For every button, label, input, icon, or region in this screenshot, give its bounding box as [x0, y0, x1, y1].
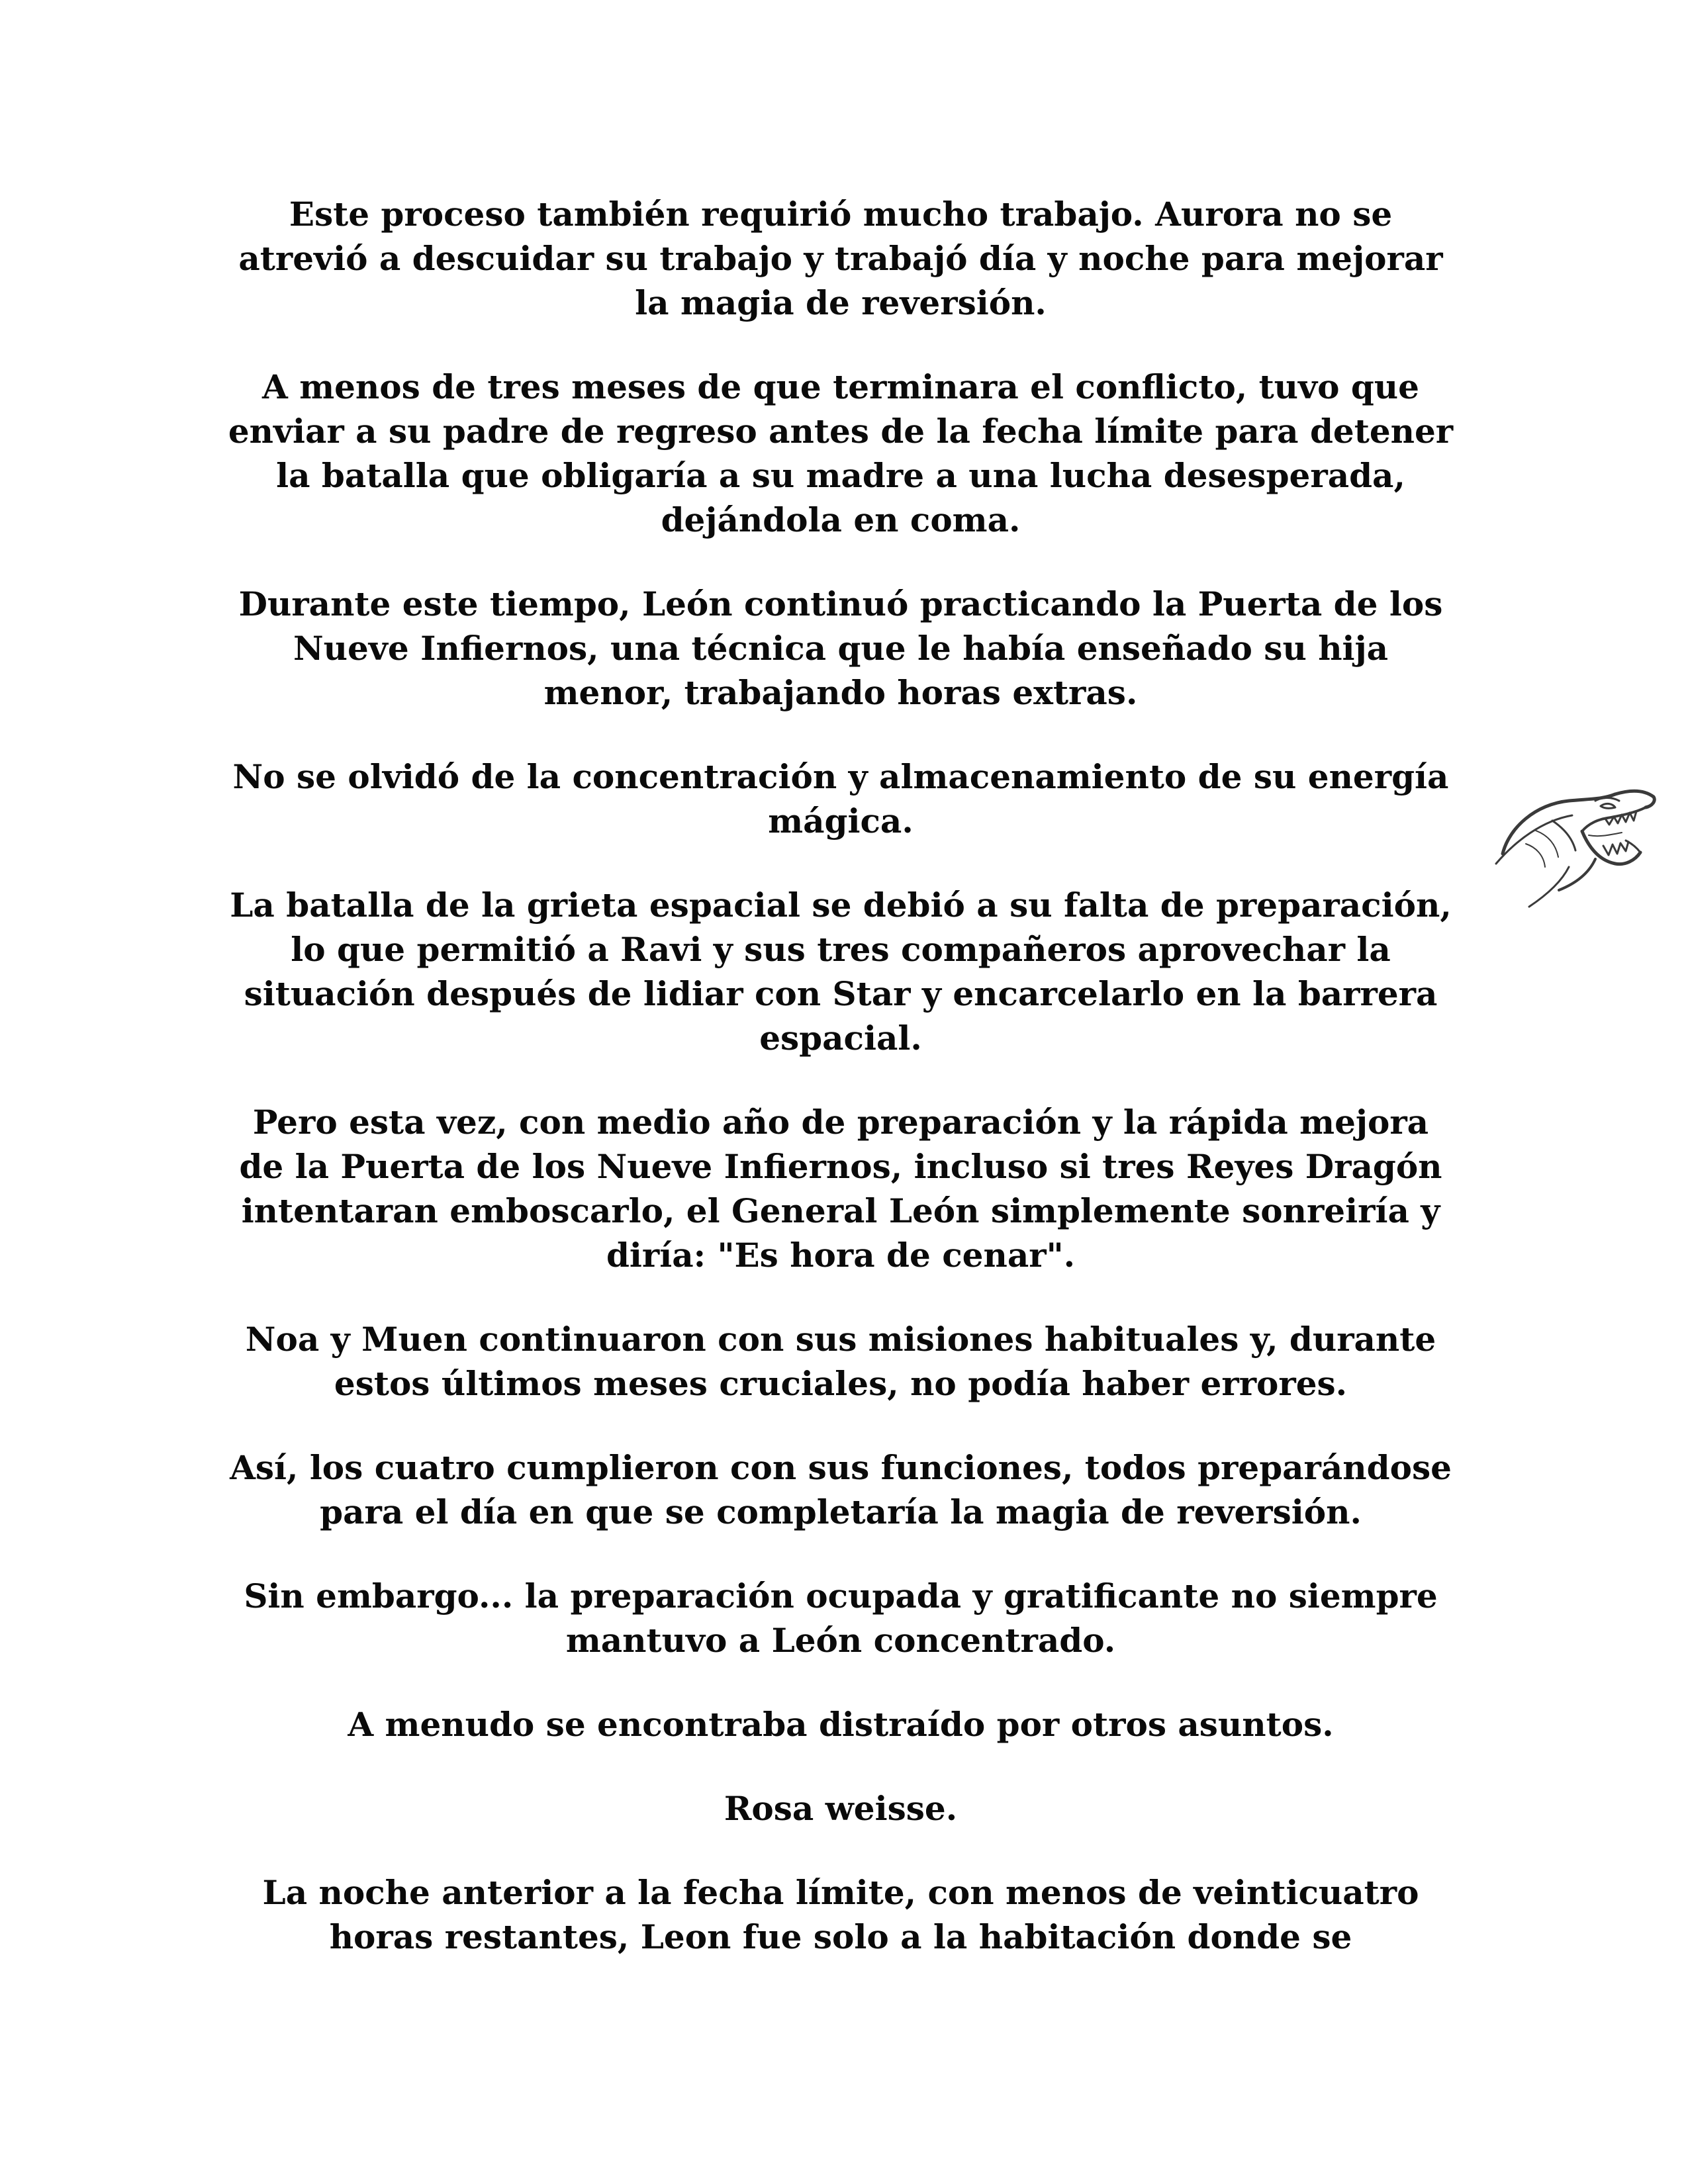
dinosaur-head-icon	[1489, 774, 1662, 927]
paragraph: Así, los cuatro cumplieron con sus funciones, todos preparándose para el día en que se completaría la magia de reversión.	[230, 1448, 1452, 1531]
paragraph: Sin embargo... la preparación ocupada y gratificante no siempre mantuvo a León concentrado.	[244, 1576, 1438, 1660]
paragraph: Rosa weisse.	[724, 1789, 958, 1828]
paragraph: Noa y Muen continuaron con sus misiones habituales y, durante estos últimos meses cruciales, no podía haber errores.	[245, 1320, 1436, 1403]
paragraph: Durante este tiempo, León continuó practicando la Puerta de los Nueve Infiernos, una técnica que le había enseñado su hija menor, trabajando horas extras.	[238, 584, 1443, 712]
story-text	[225, 192, 1456, 1999]
paragraph: A menos de tres meses de que terminara el conflicto, tuvo que enviar a su padre de regreso antes de la fecha límite para detener la batalla que obligaría a su madre a una lucha desesperada, dejándola en coma.	[228, 367, 1454, 539]
paragraph: La batalla de la grieta espacial se debió a su falta de preparación, lo que permitió a Ravi y sus tres compañeros aprovechar la situación después de lidiar con Star y encarcelarlo en la barrera espacial.	[230, 886, 1452, 1058]
paragraph: La noche anterior a la fecha límite, con menos de veinticuatro horas restantes, Leon fue solo a la habitación donde se	[262, 1873, 1419, 1956]
paragraph: Este proceso también requirió mucho trabajo. Aurora no se atrevió a descuidar su trabajo y trabajó día y noche para mejorar la magia de reversión.	[238, 195, 1443, 322]
paragraph: Pero esta vez, con medio año de preparación y la rápida mejora de la Puerta de los Nueve Infiernos, incluso si tres Reyes Dragón intentaran emboscarlo, el General León simplemente sonreiría y diría: "Es hora de cenar".	[239, 1103, 1442, 1275]
paragraph: A menudo se encontraba distraído por otros asuntos.	[348, 1705, 1334, 1744]
paragraph: No se olvidó de la concentración y almacenamiento de su energía mágica.	[232, 757, 1449, 841]
